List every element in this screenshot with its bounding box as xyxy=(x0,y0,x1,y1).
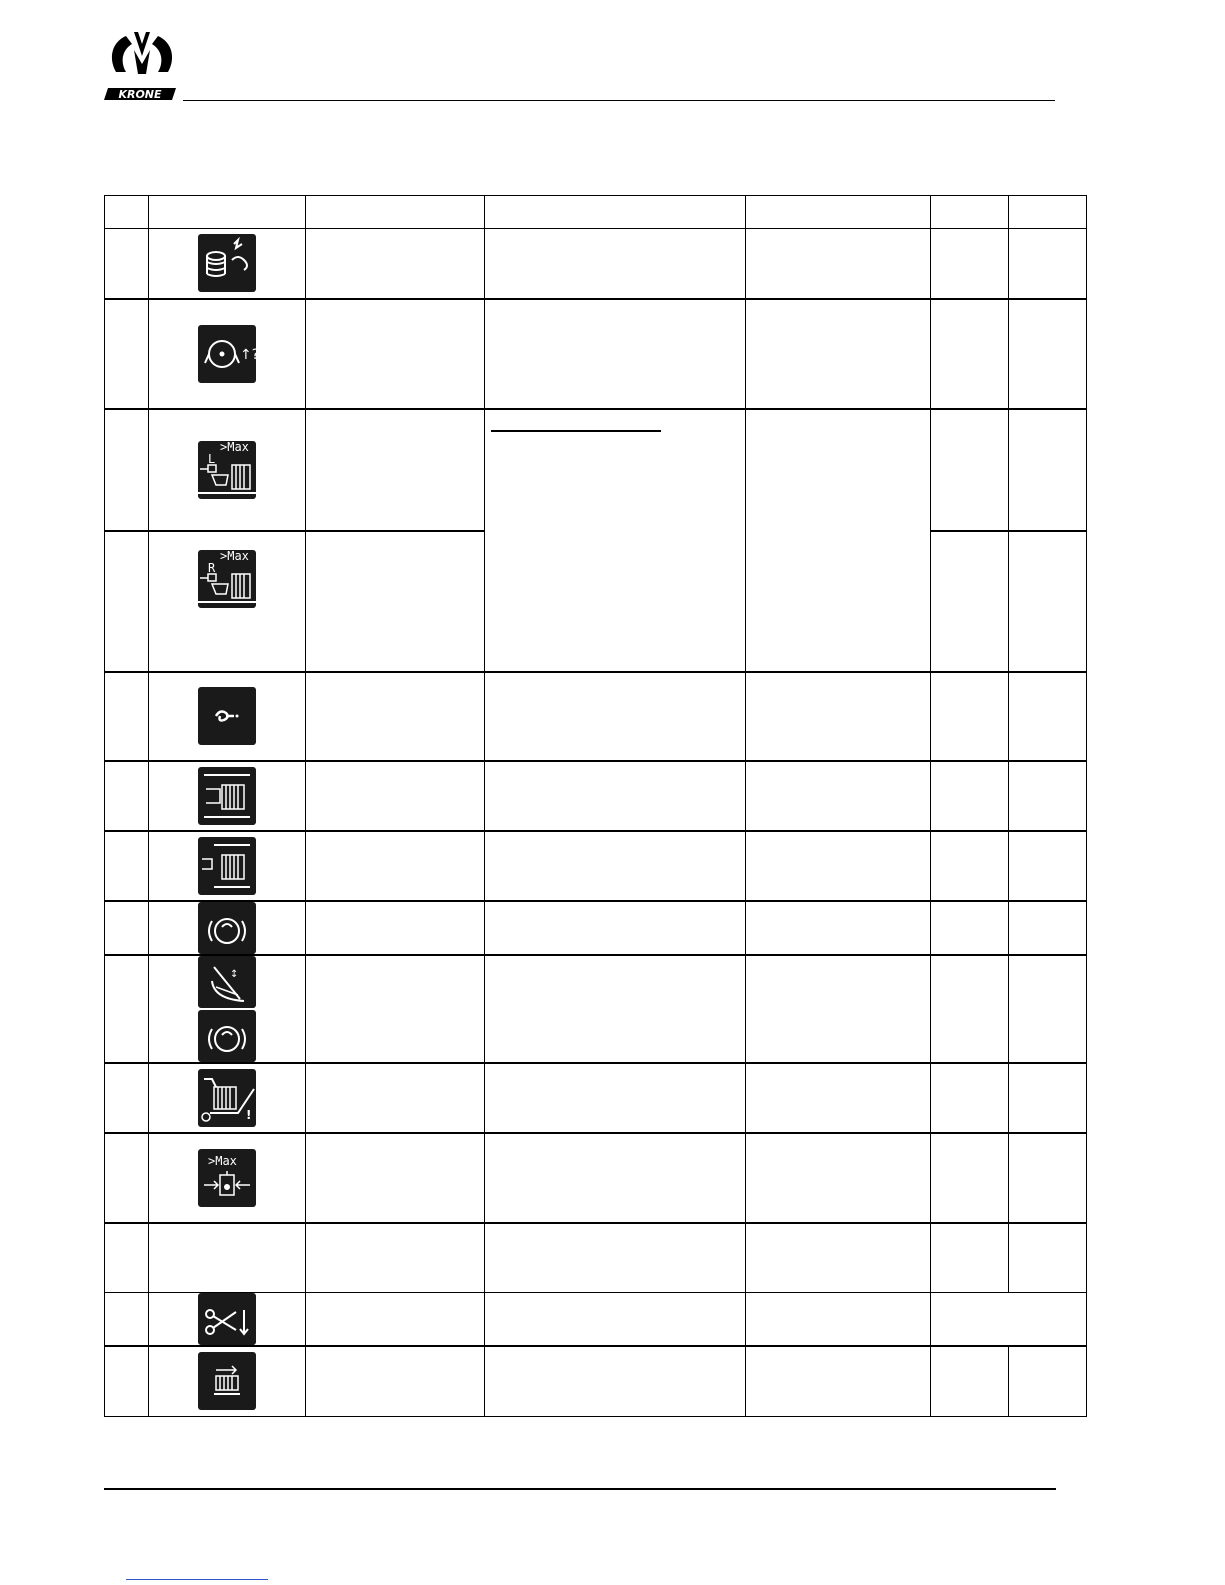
table-row xyxy=(105,672,1087,761)
table-row xyxy=(105,831,1087,901)
bale-ejector-warning-icon xyxy=(198,1069,256,1127)
svg-text:R: R xyxy=(208,560,216,575)
bale-chamber-open-icon xyxy=(198,837,256,895)
svg-text:↑?: ↑? xyxy=(240,346,260,363)
table-row xyxy=(105,901,1087,955)
header-cell xyxy=(306,196,485,229)
header-rule xyxy=(183,100,1055,101)
table-row xyxy=(105,955,1087,1063)
table-row xyxy=(105,761,1087,831)
krone-logo xyxy=(104,28,180,104)
right-max-wear-icon xyxy=(198,550,256,608)
footer-rule xyxy=(104,1488,1056,1490)
tailgate-pressure-icon xyxy=(198,956,256,1008)
svg-text:>Max: >Max xyxy=(220,439,249,454)
header-cell xyxy=(485,196,746,229)
max-pressure-icon xyxy=(198,1149,256,1207)
svg-text:>Max: >Max xyxy=(220,548,249,563)
header-cell xyxy=(105,196,149,229)
logo-text: KRONE xyxy=(118,88,162,101)
header-cell xyxy=(149,196,306,229)
table-row xyxy=(105,299,1087,409)
table-row xyxy=(105,1346,1087,1416)
table-row xyxy=(105,1063,1087,1133)
table-row xyxy=(105,409,1087,531)
svg-text:>Max: >Max xyxy=(208,1153,237,1168)
header-cell xyxy=(1009,196,1087,229)
left-max-wear-icon xyxy=(198,441,256,499)
bale-counter-reset-icon xyxy=(198,234,256,292)
table-header-row xyxy=(105,196,1087,229)
table-row xyxy=(105,1293,1087,1347)
bale-chamber-closed-icon xyxy=(198,767,256,825)
description-underline xyxy=(491,430,661,432)
header-cell xyxy=(746,196,931,229)
knife-down-icon xyxy=(198,1293,256,1345)
table-row xyxy=(105,229,1087,299)
table-row xyxy=(105,1133,1087,1223)
svg-text:↕: ↕ xyxy=(230,968,239,980)
message-table xyxy=(104,195,1087,1417)
knotter-icon xyxy=(198,687,256,745)
header-cell xyxy=(931,196,1009,229)
table-row xyxy=(105,1223,1087,1293)
pressure-circle-icon xyxy=(198,902,256,954)
footer-link-underline[interactable] xyxy=(126,1579,268,1580)
bale-transfer-icon xyxy=(198,1352,256,1410)
svg-text:L: L xyxy=(208,451,216,466)
pressure-circle-icon xyxy=(198,1010,256,1062)
svg-text:!: ! xyxy=(246,1107,252,1122)
rotor-blockage-icon xyxy=(198,325,260,383)
